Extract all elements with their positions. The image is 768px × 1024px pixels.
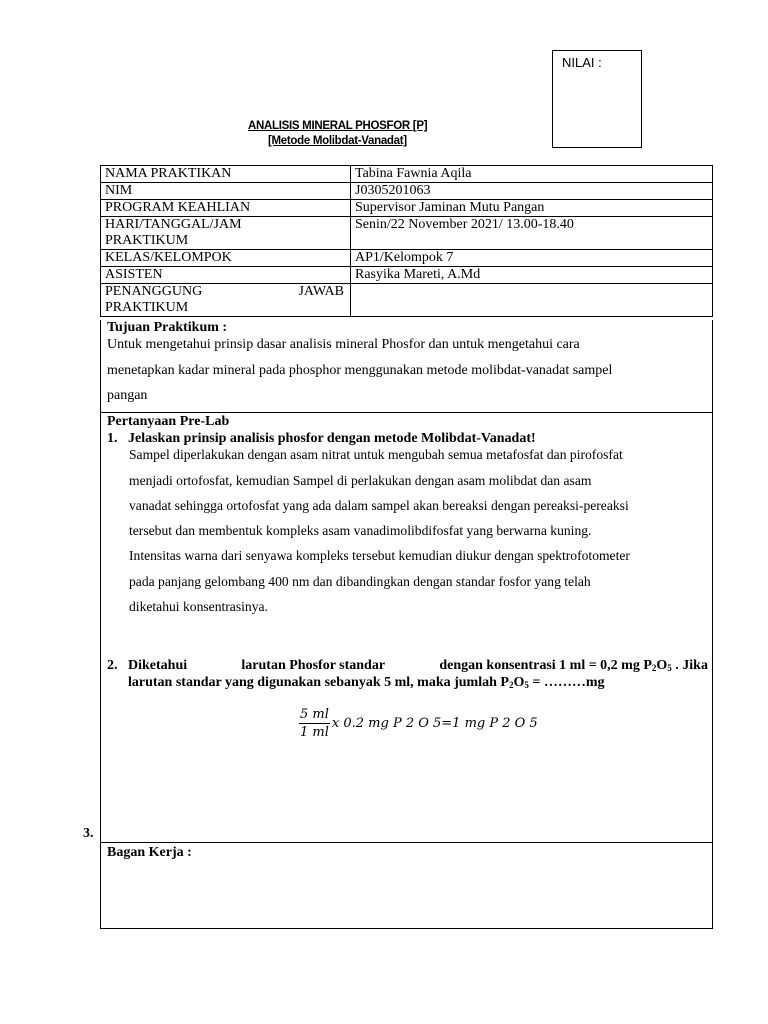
question-3-number: 3. [83, 826, 94, 841]
bagan-kerja-heading: Bagan Kerja : [107, 845, 192, 860]
pj-value [351, 284, 713, 317]
nim-label: NIM [101, 183, 351, 200]
pj-label-word2: JAWAB [298, 284, 344, 299]
hari-label [101, 217, 351, 250]
pj-label-word1: PENANGGUNG [105, 284, 203, 299]
program-label: PROGRAM KEAHLIAN [101, 200, 351, 217]
question-1-number: 1. [107, 431, 118, 446]
formula-denominator: 1 ml [300, 725, 329, 740]
question-2-text: dengan konsentrasi 1 ml = 0,2 mg P [439, 658, 652, 673]
table-row [101, 267, 713, 284]
question-2-line2 [128, 674, 604, 694]
tujuan-line: Untuk mengetahui prinsip dasar analisis mineral Phosfor dan untuk mengetahui cara [107, 337, 580, 352]
asisten-label: ASISTEN [101, 267, 351, 284]
answer-line: vanadat sehingga ortofosfat yang ada dalam sampel akan bereaksi dengan pereaksi-pereaksi [129, 498, 629, 513]
program-value: Supervisor Jaminan Mutu Pangan [351, 200, 713, 217]
prelab-section [100, 412, 713, 843]
kelas-value: AP1/Kelompok 7 [351, 250, 713, 267]
tujuan-line: menetapkan kadar mineral pada phosphor menggunakan metode molibdat-vanadat sampel [107, 363, 613, 378]
formula-numerator: 5 ml [300, 707, 329, 722]
subscript: 5 [524, 680, 529, 690]
formula-expression: x 0.2 mg P 2 O 5=1 mg P 2 O 5 [331, 716, 538, 731]
prelab-heading: Pertanyaan Pre-Lab [107, 414, 230, 429]
question-1-text: Jelaskan prinsip analisis phosfor dengan metode Molibdat-Vanadat! [128, 431, 536, 446]
question-2-text: larutan standar yang digunakan sebanyak 5 ml, maka jumlah P [128, 675, 509, 690]
question-2-number: 2. [107, 658, 118, 673]
kelas-label: KELAS/KELOMPOK [101, 250, 351, 267]
hari-label-line2: PRAKTIKUM [105, 233, 189, 248]
pj-label [101, 284, 351, 317]
nilai-label: NILAI : [562, 55, 602, 70]
table-row [101, 166, 713, 183]
tujuan-heading: Tujuan Praktikum : [107, 320, 228, 335]
info-table [100, 165, 713, 317]
formula [299, 707, 538, 740]
question-2-text: . Jika [671, 658, 708, 673]
subscript: 2 [651, 663, 657, 673]
tujuan-section [100, 320, 713, 413]
nim-value: J0305201063 [351, 183, 713, 200]
answer-line: Sampel diperlakukan dengan asam nitrat untuk mengubah semua metafosfat dan pirofosfat [129, 447, 623, 462]
nilai-box [552, 50, 642, 148]
answer-line: menjadi ortofosfat, kemudian Sampel di perlakukan dengan asam molibdat dan asam [129, 473, 592, 488]
hari-label-line1: HARI/TANGGAL/JAM [105, 217, 242, 232]
question-1 [107, 431, 536, 447]
formula-fraction [299, 707, 330, 740]
tujuan-line: pangan [107, 388, 148, 403]
document-title: ANALISIS MINERAL PHOSFOR [P] [248, 120, 428, 132]
table-row [101, 217, 713, 250]
answer-line: diketahui konsentrasinya. [129, 599, 268, 614]
pj-label-line2: PRAKTIKUM [105, 300, 189, 315]
nama-value: Tabina Fawnia Aqila [351, 166, 713, 183]
subscript: 2 [508, 680, 514, 690]
hari-value: Senin/22 November 2021/ 13.00-18.40 [351, 217, 713, 250]
question-2-text: O [656, 658, 668, 673]
pj-label-line1 [105, 284, 346, 300]
question-2-word: Diketahui [128, 658, 188, 673]
table-row [101, 183, 713, 200]
nama-label: NAMA PRAKTIKAN [101, 166, 351, 183]
document-subtitle: [Metode Molibdat-Vanadat] [268, 135, 407, 147]
table-row [101, 200, 713, 217]
bagan-kerja-section [100, 842, 713, 929]
answer-line: Intensitas warna dari senyawa kompleks tersebut kemudian diukur dengan spektrofotometer [129, 548, 630, 563]
question-2-text: O [513, 675, 525, 690]
question-2-word: larutan Phosfor standar [241, 658, 386, 673]
table-row [101, 284, 713, 317]
answer-line: pada panjang gelombang 400 nm dan dibandingkan dengan standar fosfor yang telah [129, 574, 591, 589]
table-row [101, 250, 713, 267]
subscript: 5 [667, 663, 672, 673]
question-2-text: = ………mg [528, 675, 605, 690]
answer-line: tersebut dan membentuk kompleks asam vanadimolibdifosfat yang berwarna kuning. [129, 523, 592, 538]
asisten-value: Rasyika Mareti, A.Md [351, 267, 713, 284]
